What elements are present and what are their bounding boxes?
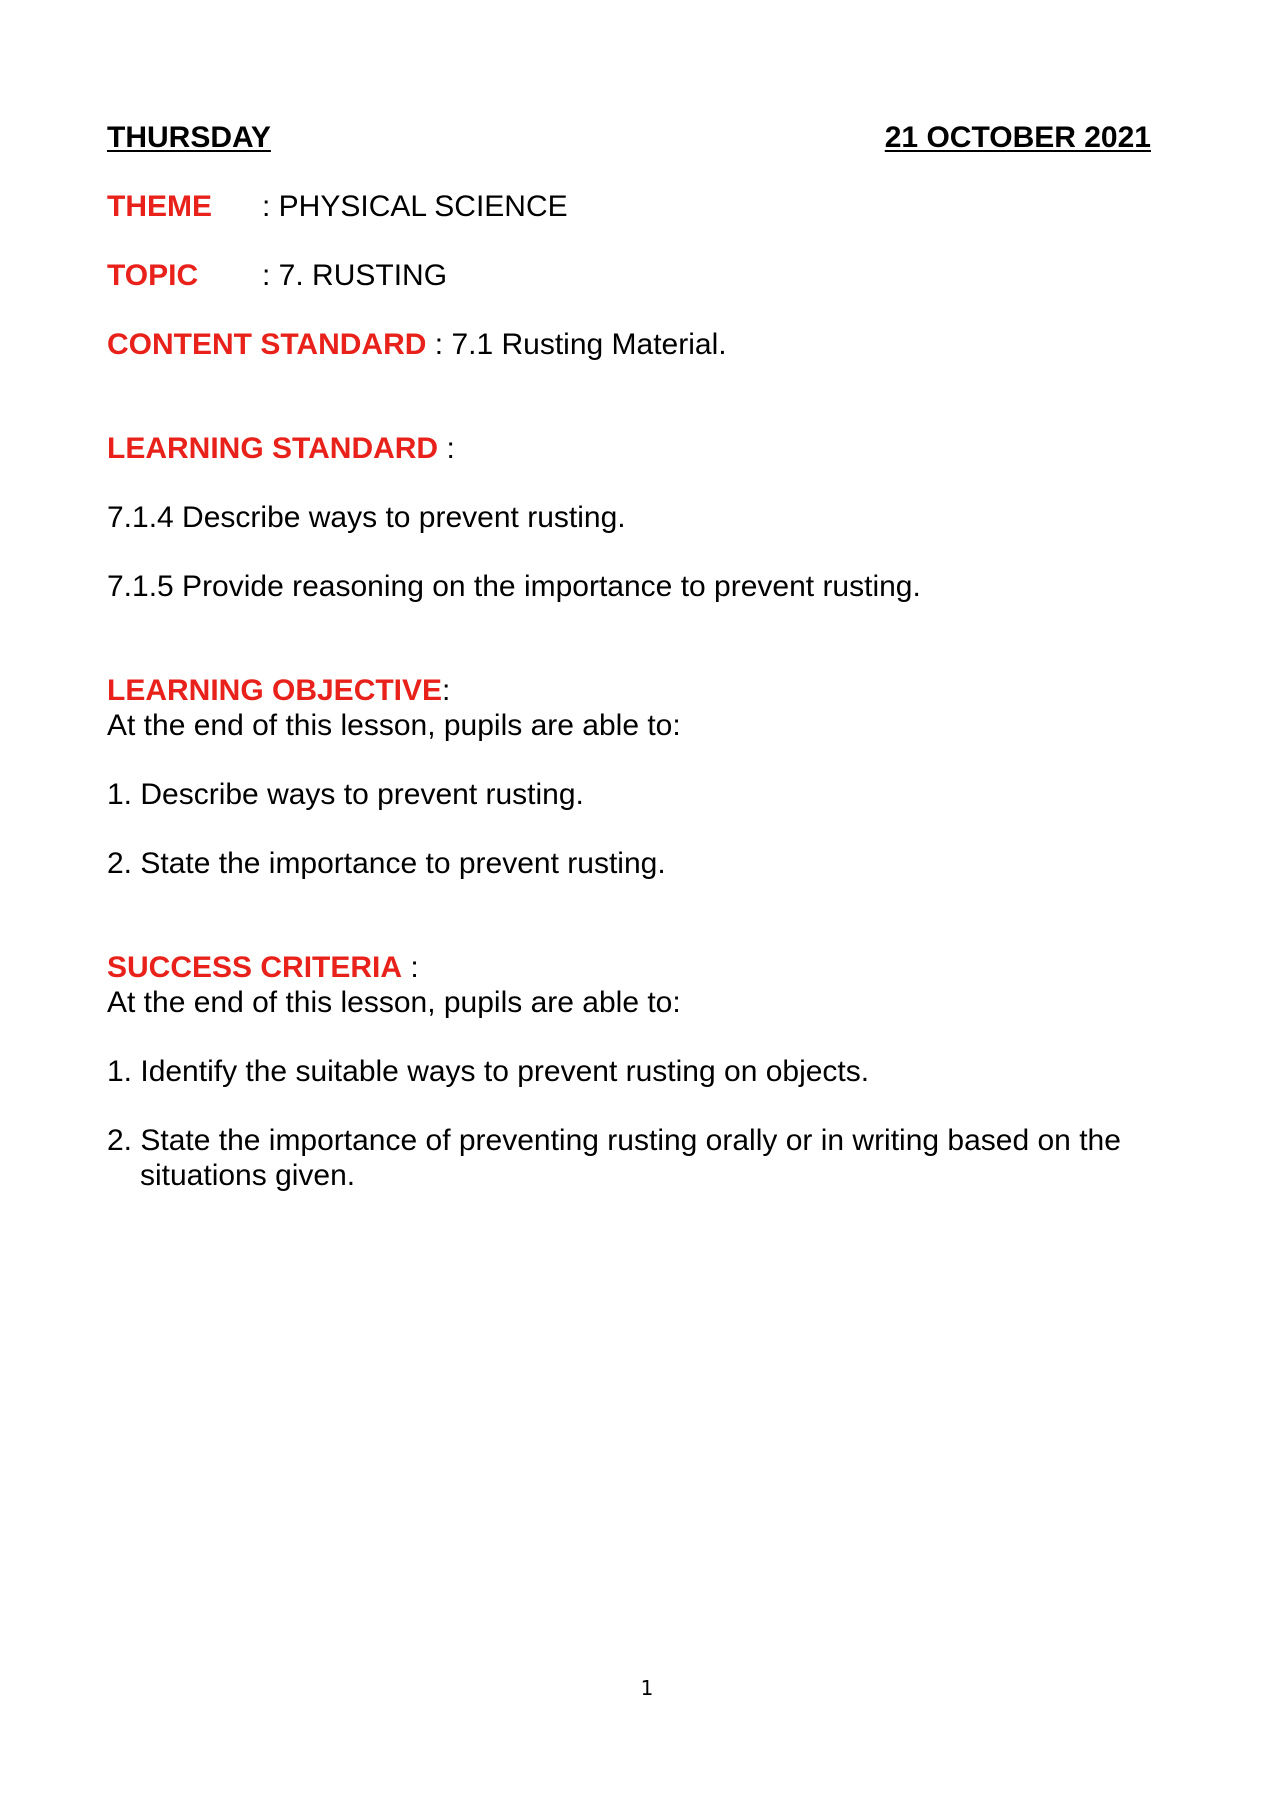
content-standard-label: CONTENT STANDARD [107, 328, 427, 361]
theme-value: : PHYSICAL SCIENCE [262, 190, 568, 223]
learning-objective-label: LEARNING OBJECTIVE [107, 674, 443, 707]
learning-objective-intro: At the end of this lesson, pupils are able to: [107, 709, 681, 742]
learning-objective-heading [107, 673, 450, 708]
day-heading: THURSDAY [107, 121, 271, 154]
topic-label: TOPIC [107, 259, 199, 292]
topic-value: : 7. RUSTING [262, 259, 448, 292]
content-standard-value: : 7.1 Rusting Material. [426, 328, 727, 361]
success-criteria-item-text: 2. State the importance of preventing rusting orally or in writing based on the situations given. [107, 1124, 1121, 1192]
learning-objective-suffix: : [442, 674, 451, 707]
success-criteria-label: SUCCESS CRITERIA [107, 951, 403, 984]
success-criteria-suffix: : [402, 951, 419, 984]
date-heading: 21 OCTOBER 2021 [884, 121, 1151, 154]
learning-standard-heading [107, 431, 455, 466]
learning-objective-item: 2. State the importance to prevent rusting. [107, 847, 666, 880]
success-criteria-heading [107, 950, 419, 985]
learning-standard-label: LEARNING STANDARD [107, 432, 439, 465]
success-criteria-item [107, 1123, 1167, 1193]
success-criteria-intro: At the end of this lesson, pupils are able to: [107, 986, 681, 1019]
content-standard-line [107, 327, 727, 362]
success-criteria-item: 1. Identify the suitable ways to prevent rusting on objects. [107, 1055, 870, 1088]
learning-objective-item: 1. Describe ways to prevent rusting. [107, 778, 584, 811]
learning-standard-item: 7.1.5 Provide reasoning on the importance to prevent rusting. [107, 570, 921, 603]
theme-label: THEME [107, 190, 212, 223]
learning-standard-suffix: : [438, 432, 455, 465]
learning-standard-item: 7.1.4 Describe ways to prevent rusting. [107, 501, 626, 534]
page-number: 1 [640, 1676, 654, 1700]
